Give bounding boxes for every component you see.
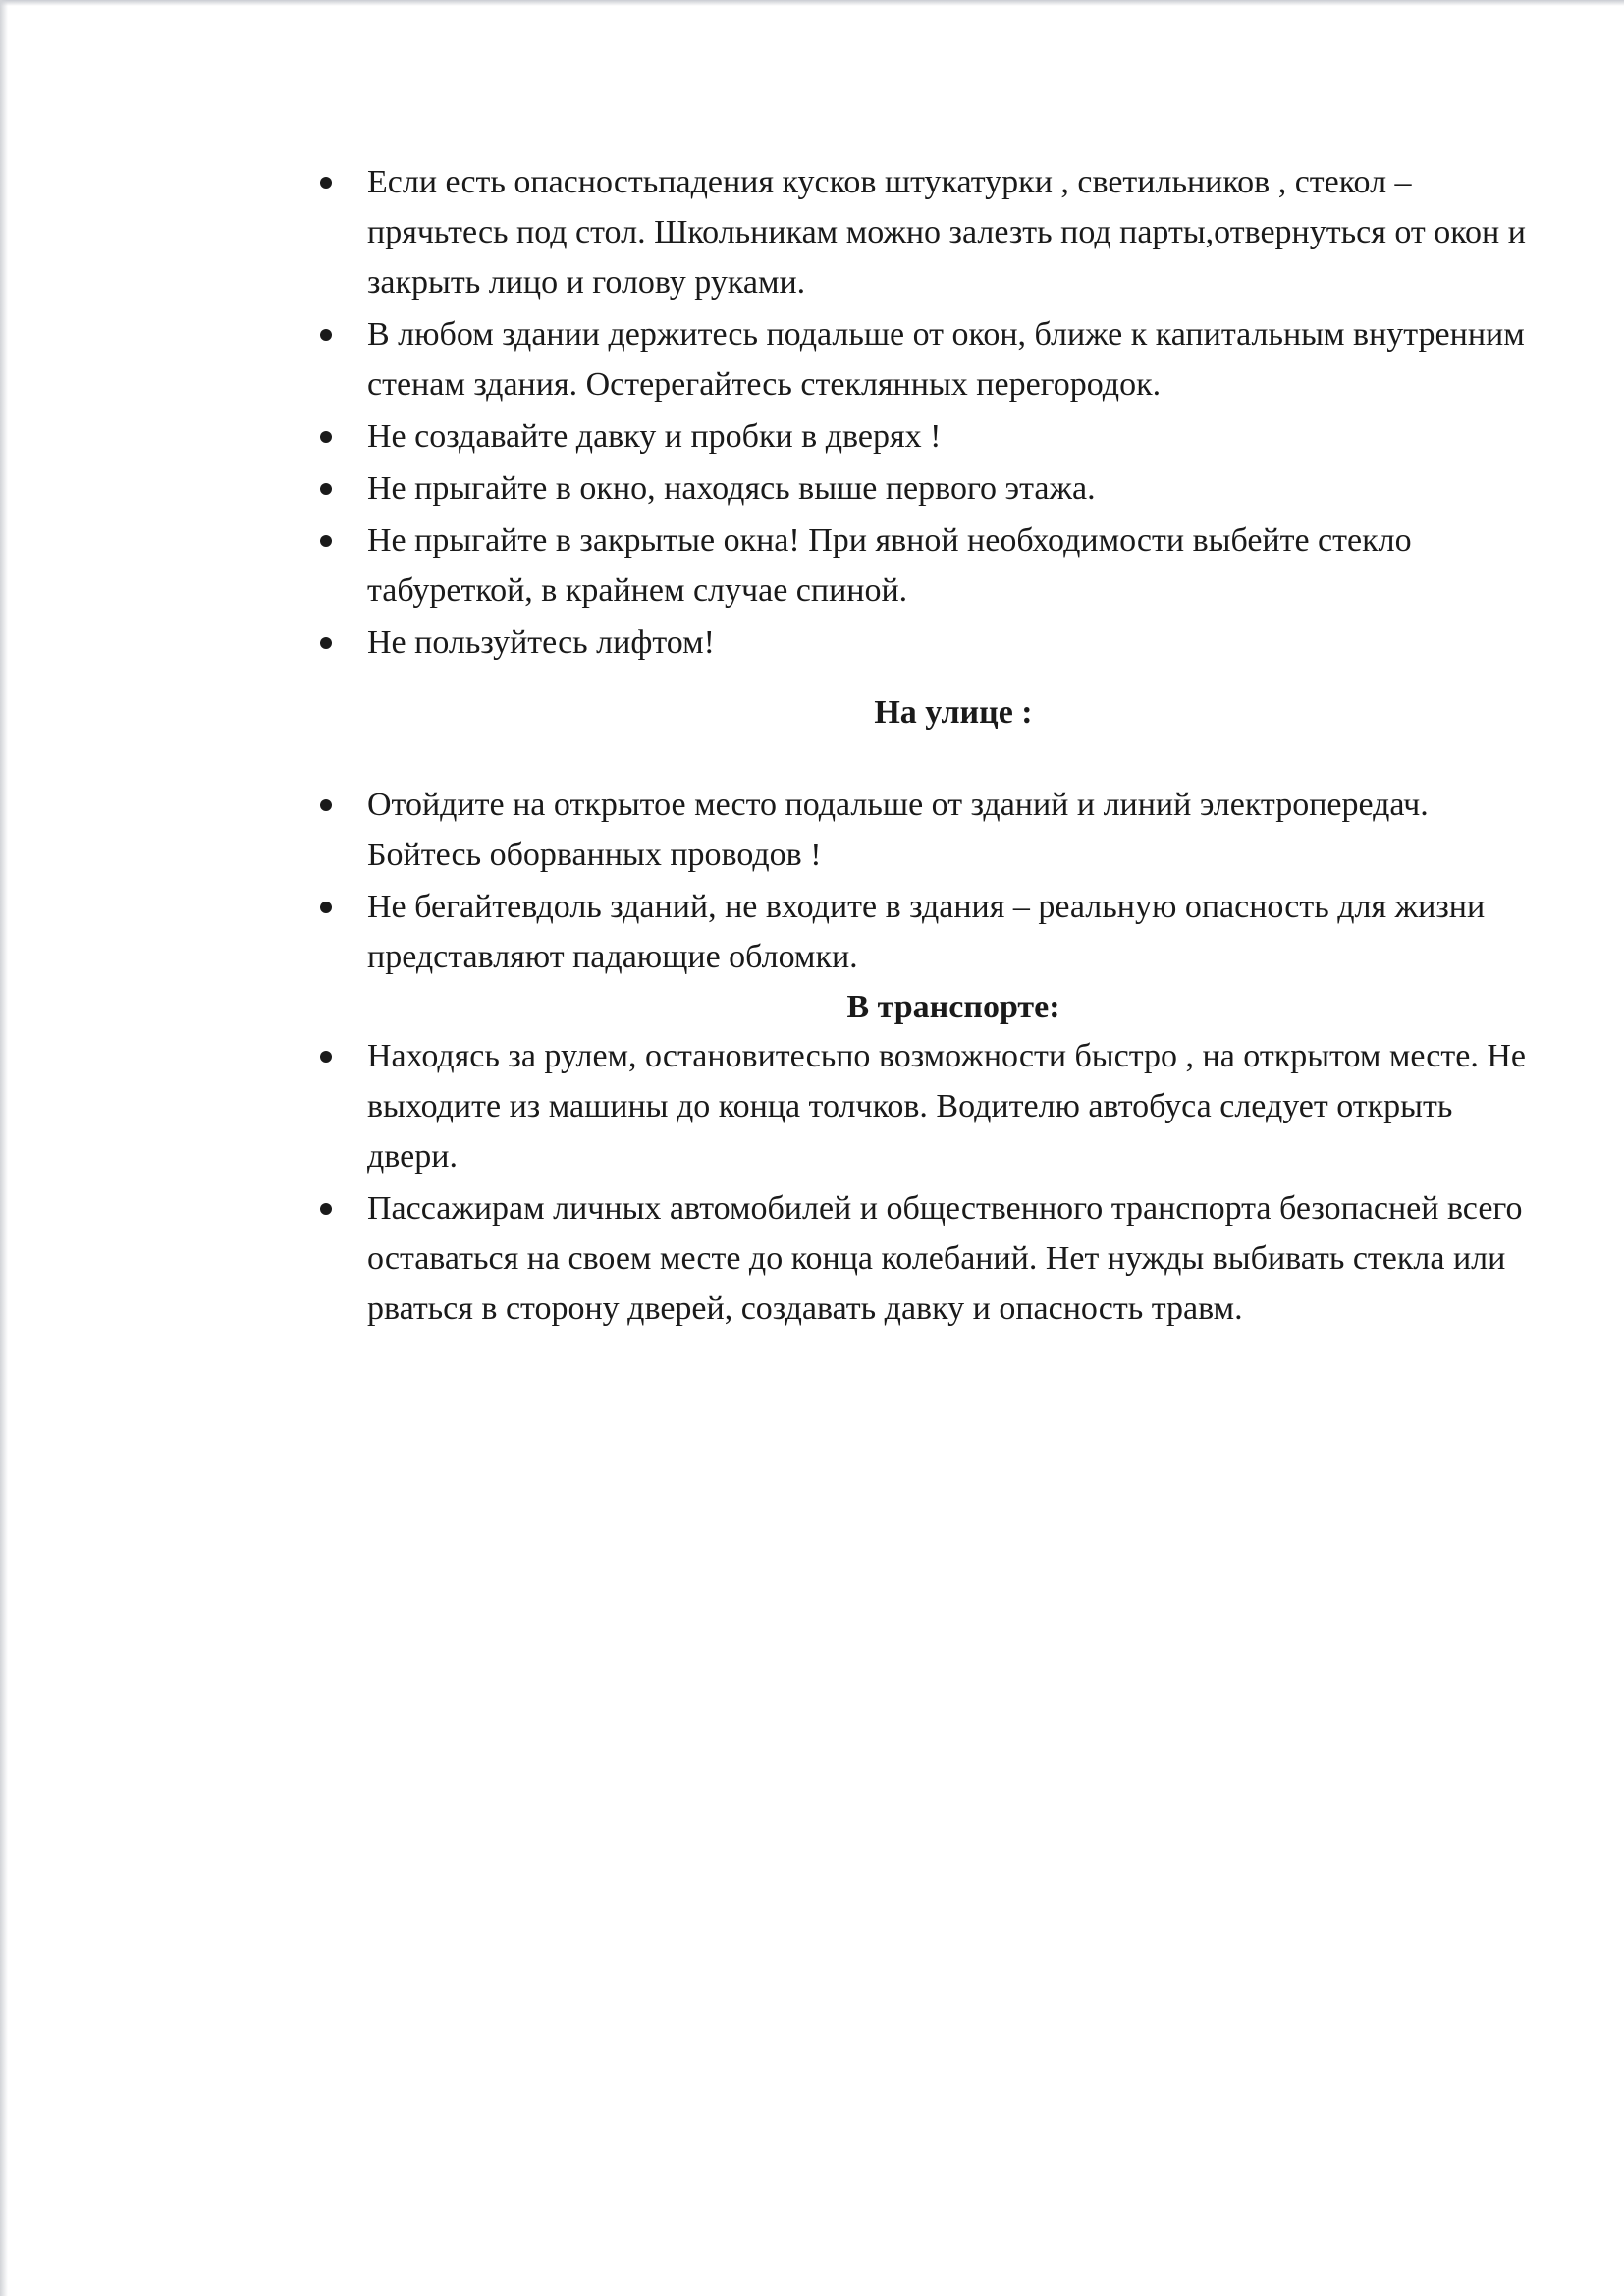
transport-instructions-list [312,1031,1540,1334]
list-item-text: Не прыгайте в закрытые окна! При явной необходимости выбейте стекло табуреткой, в крайнем случае спиной. [367,522,1412,609]
list-item-text: Отойдите на открытое место подальше от зданий и линий электропередач. Бойтесь оборванных проводов ! [367,787,1429,873]
list-item [312,1031,1540,1181]
list-item [312,516,1540,616]
street-instructions-list [312,780,1540,982]
bullet-icon [320,799,332,811]
transport-section-heading: В транспорте: [846,989,1060,1025]
list-item [312,618,1540,668]
indoor-instructions-list [312,157,1540,668]
list-item-text: Не прыгайте в окно, находясь выше первого этажа. [367,470,1096,507]
list-item-text: Если есть опасностьпадения кусков штукатурки , светильников , стекол – прячьтесь под стол. Школьникам можно залезть под парты,отвернуться от окон и закрыть лицо и голову руками. [367,164,1526,301]
bullet-icon [320,1203,332,1215]
list-item-text: Пассажирам личных автомобилей и общественного транспорта безопасней всего оставаться на своем месте до конца колебаний. Нет нужды выбивать стекла или рваться в сторону дверей, создавать давку и опасность травм. [367,1190,1523,1327]
list-item [312,411,1540,462]
list-item-text: Не пользуйтесь лифтом! [367,625,715,661]
list-item [312,780,1540,880]
list-item-text: Не бегайтевдоль зданий, не входите в здания – реальную опасность для жизни представляют падающие обломки. [367,889,1486,975]
bullet-icon [320,637,332,649]
street-section-heading: На улице : [874,694,1033,731]
bullet-icon [320,483,332,495]
bullet-icon [320,431,332,443]
list-item [312,1183,1540,1334]
list-item [312,309,1540,410]
scan-edge-left [0,0,8,2296]
list-item [312,882,1540,982]
list-item-text: В любом здании держитесь подальше от окон, ближе к капитальным внутренним стенам здания. Остерегайтесь стеклянных перегородок. [367,316,1525,403]
list-item [312,464,1540,514]
bullet-icon [320,902,332,913]
bullet-icon [320,177,332,189]
bullet-icon [320,1051,332,1063]
scan-edge-top [0,0,1624,6]
list-item-text: Находясь за рулем, остановитесьпо возможности быстро , на открытом месте. Не выходите из машины до конца толчков. Водителю автобуса следует открыть двери. [367,1038,1526,1175]
bullet-icon [320,535,332,547]
list-item [312,157,1540,307]
bullet-icon [320,329,332,341]
list-item-text: Не создавайте давку и пробки в дверях ! [367,418,942,455]
document-page [312,157,1540,1336]
